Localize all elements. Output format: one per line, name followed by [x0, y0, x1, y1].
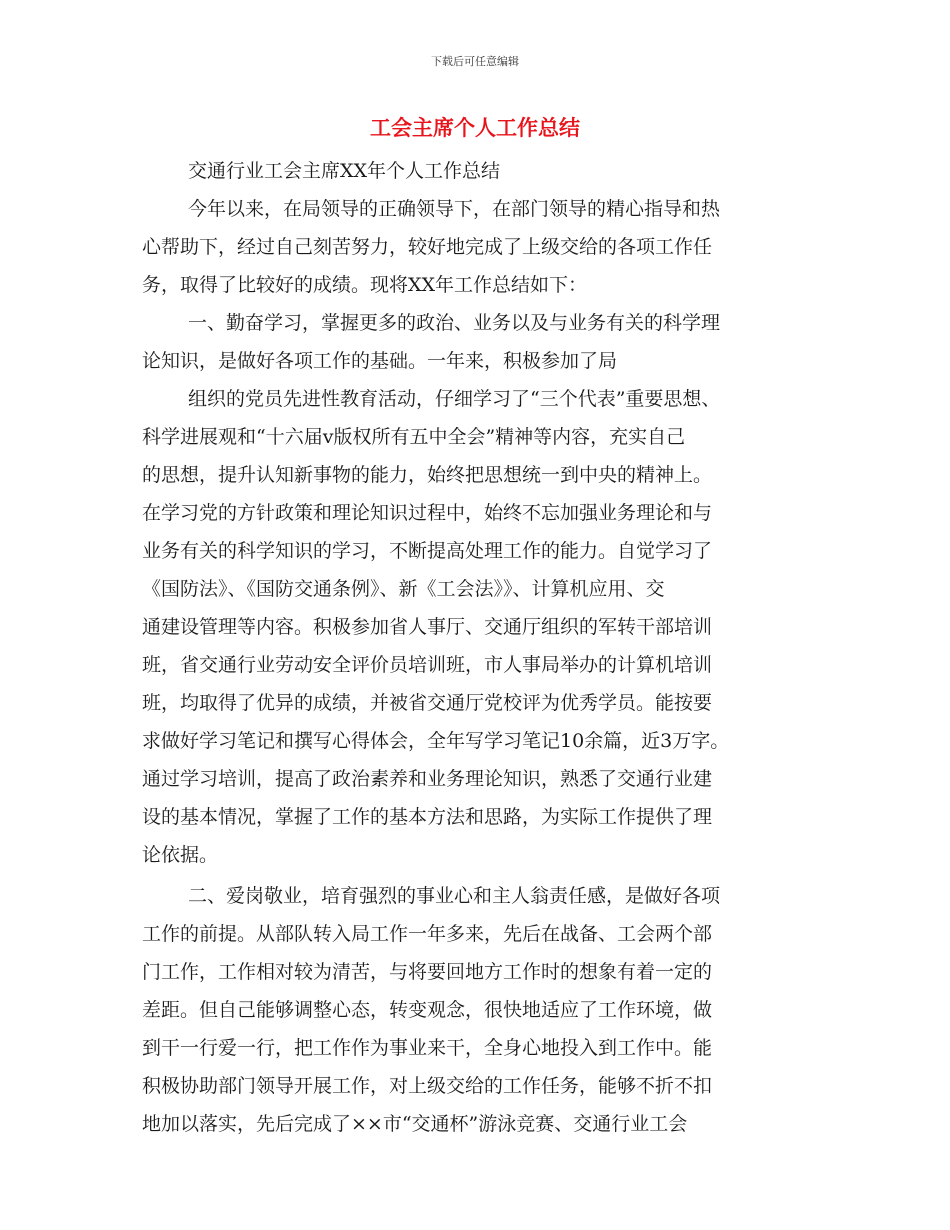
body-line: 差距。但自己能够调整心态，转变观念，很快地适应了工作环境，做 — [142, 999, 713, 1021]
body-line: 务，取得了比较好的成绩。现将XX年工作总结如下： — [142, 274, 588, 296]
body-line: 地加以落实，先后完成了××市“交通杯”游泳竞赛、交通行业工会 — [142, 1113, 688, 1135]
body-line: 工作的前提。从部队转入局工作一年多来，先后在战备、工会两个部 — [142, 923, 713, 945]
body-line: 一、勤奋学习，掌握更多的政治、业务以及与业务有关的科学理 — [188, 312, 721, 334]
body-line: 门工作，工作相对较为清苦，与将要回地方工作时的想象有着一定的 — [142, 961, 713, 983]
body-line: 今年以来，在局领导的正确领导下，在部门领导的精心指导和热 — [188, 198, 721, 220]
body-line: 心帮助下，经过自己刻苦努力，较好地完成了上级交给的各项工作任 — [142, 236, 713, 258]
body-line: 班，省交通行业劳动安全评价员培训班，市人事局举办的计算机培训 — [142, 654, 713, 676]
body-line: 求做好学习笔记和撰写心得体会，全年写学习笔记10余篇，近3万字。 — [142, 730, 730, 752]
body-line: 班，均取得了优异的成绩，并被省交通厅党校评为优秀学员。能按要 — [142, 692, 713, 714]
body-line: 在学习党的方针政策和理论知识过程中，始终不忘加强业务理论和与 — [142, 502, 713, 524]
body-line: 论依据。 — [142, 844, 219, 866]
body-line: 论知识，是做好各项工作的基础。一年来，积极参加了局 — [142, 350, 618, 372]
body-line: 的思想，提升认知新事物的能力，始终把思想统一到中央的精神上。 — [142, 464, 713, 486]
body-line: 二、爱岗敬业，培育强烈的事业心和主人翁责任感，是做好各项 — [188, 885, 721, 907]
body-line: 通建设管理等内容。积极参加省人事厅、交通厅组织的军转干部培训 — [142, 616, 713, 638]
body-line: 设的基本情况，掌握了工作的基本方法和思路，为实际工作提供了理 — [142, 806, 713, 828]
body-line: 通过学习培训，提高了政治素养和业务理论知识，熟悉了交通行业建 — [142, 768, 713, 790]
body-line: 到干一行爱一行，把工作作为事业来干，全身心地投入到工作中。能 — [142, 1037, 713, 1059]
body-line: 科学进展观和“十六届v版权所有五中全会”精神等内容，充实自己 — [142, 426, 686, 448]
document-title: 工会主席个人工作总结 — [370, 116, 580, 140]
body-line: 业务有关的科学知识的学习，不断提高处理工作的能力。自觉学习了 — [142, 540, 713, 562]
body-line: 《国防法》、《国防交通条例》、新《工会法》》、计算机应用、交 — [142, 578, 665, 600]
body-line: 交通行业工会主席XX年个人工作总结 — [188, 160, 501, 182]
header-note: 下载后可任意编辑 — [431, 55, 519, 68]
document-body — [142, 152, 814, 1143]
body-line: 组织的党员先进性教育活动，仔细学习了“三个代表”重要思想、 — [188, 388, 721, 410]
body-line: 积极协助部门领导开展工作，对上级交给的工作任务，能够不折不扣 — [142, 1075, 713, 1097]
